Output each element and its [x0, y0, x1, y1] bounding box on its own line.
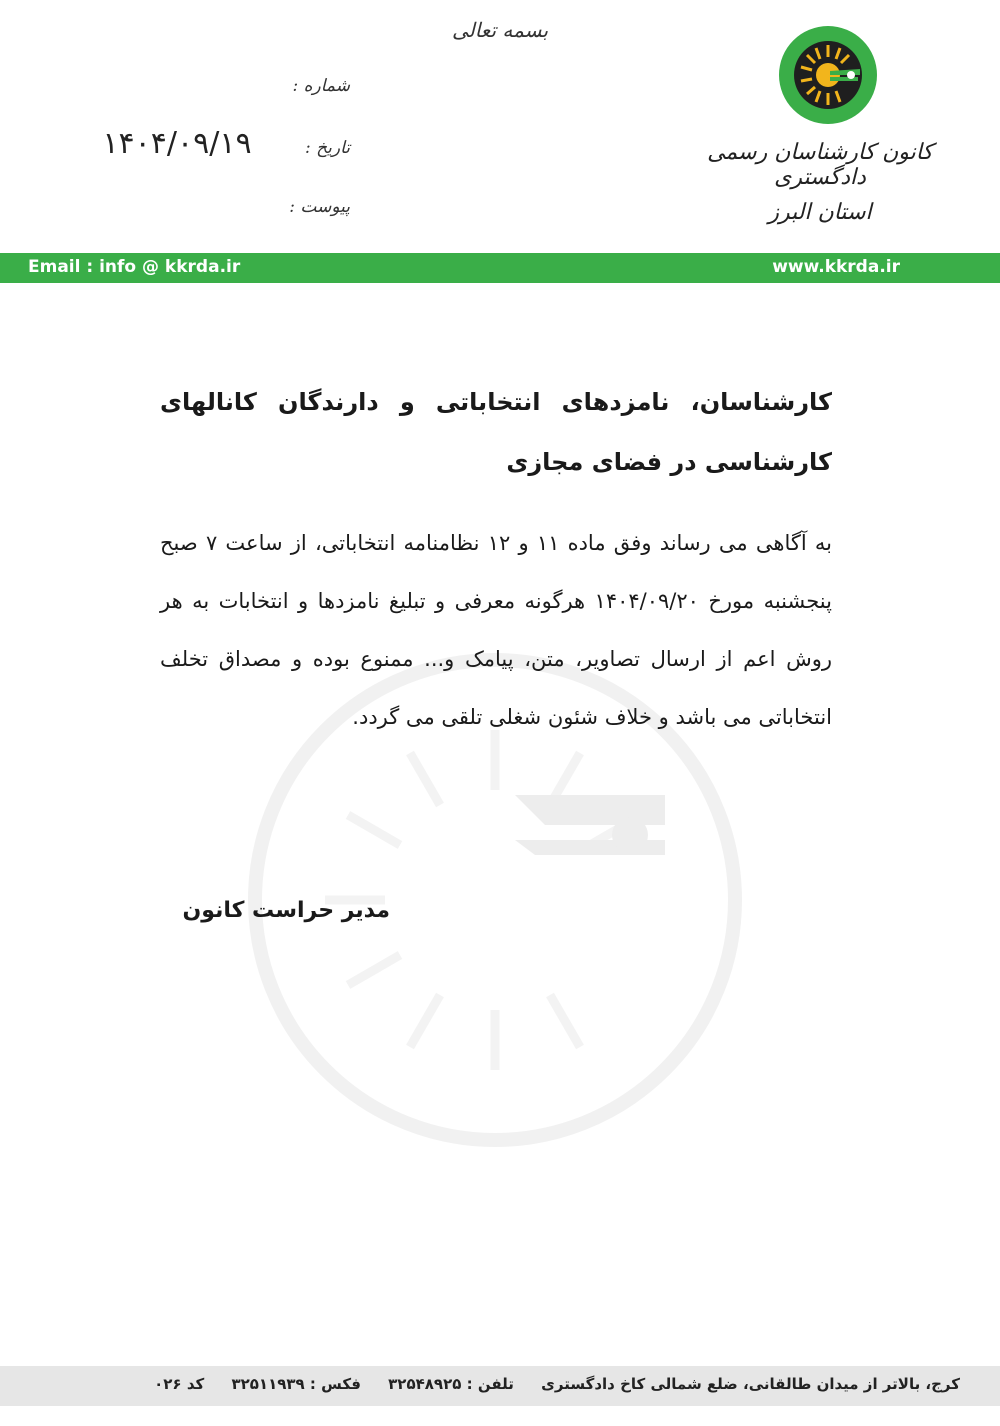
signature: مدیر حراست کانون [182, 898, 390, 923]
organization-name: کانون کارشناسان رسمی دادگستری [707, 140, 933, 190]
date-label: تاریخ : [305, 138, 350, 158]
footer-bar [0, 1366, 1000, 1406]
organization-logo-icon [778, 25, 878, 125]
website-text: www.kkrda.ir [772, 257, 900, 277]
bismillah: بسمه تعالی [451, 18, 549, 42]
footer-fax: فکس : ۳۲۵۱۱۹۳۹ [231, 1375, 361, 1393]
letter-heading: کارشناسان، نامزدهای انتخاباتی و دارندگان کانالهای کارشناسی در فضای مجازی [160, 388, 832, 476]
footer-address: کرج، بالاتر از میدان طالقانی، ضلع شمالی کاخ دادگستری [541, 1375, 960, 1393]
footer-contact [20, 1375, 960, 1393]
date-value: ۱۴۰۴/۰۹/۱۹ [102, 126, 252, 161]
number-label: شماره : [292, 76, 350, 96]
attachment-label: پیوست : [289, 197, 350, 217]
organization-province: استان البرز [768, 200, 872, 225]
letter-body: به آگاهی می رساند وفق ماده ۱۱ و ۱۲ نظامنامه انتخاباتی، از ساعت ۷ صبح پنجشنبه مورخ ۱۴۰۴/۰۹/۲۰ هرگونه معرفی و تبلیغ نامزدها و انتخابات به هر روش اعم از ارسال تصاویر، متن، پیامک و... ممنوع بوده و مصداق تخلف انتخاباتی می باشد و خلاف شئون شغلی تلقی می گردد. [160, 531, 832, 729]
contact-bar [0, 253, 1000, 283]
footer-code: کد ۰۲۶ [154, 1375, 205, 1393]
email-text: Email : info @ kkrda.ir [28, 257, 241, 277]
footer-phone: تلفن : ۳۲۵۴۸۹۲۵ [388, 1375, 514, 1393]
